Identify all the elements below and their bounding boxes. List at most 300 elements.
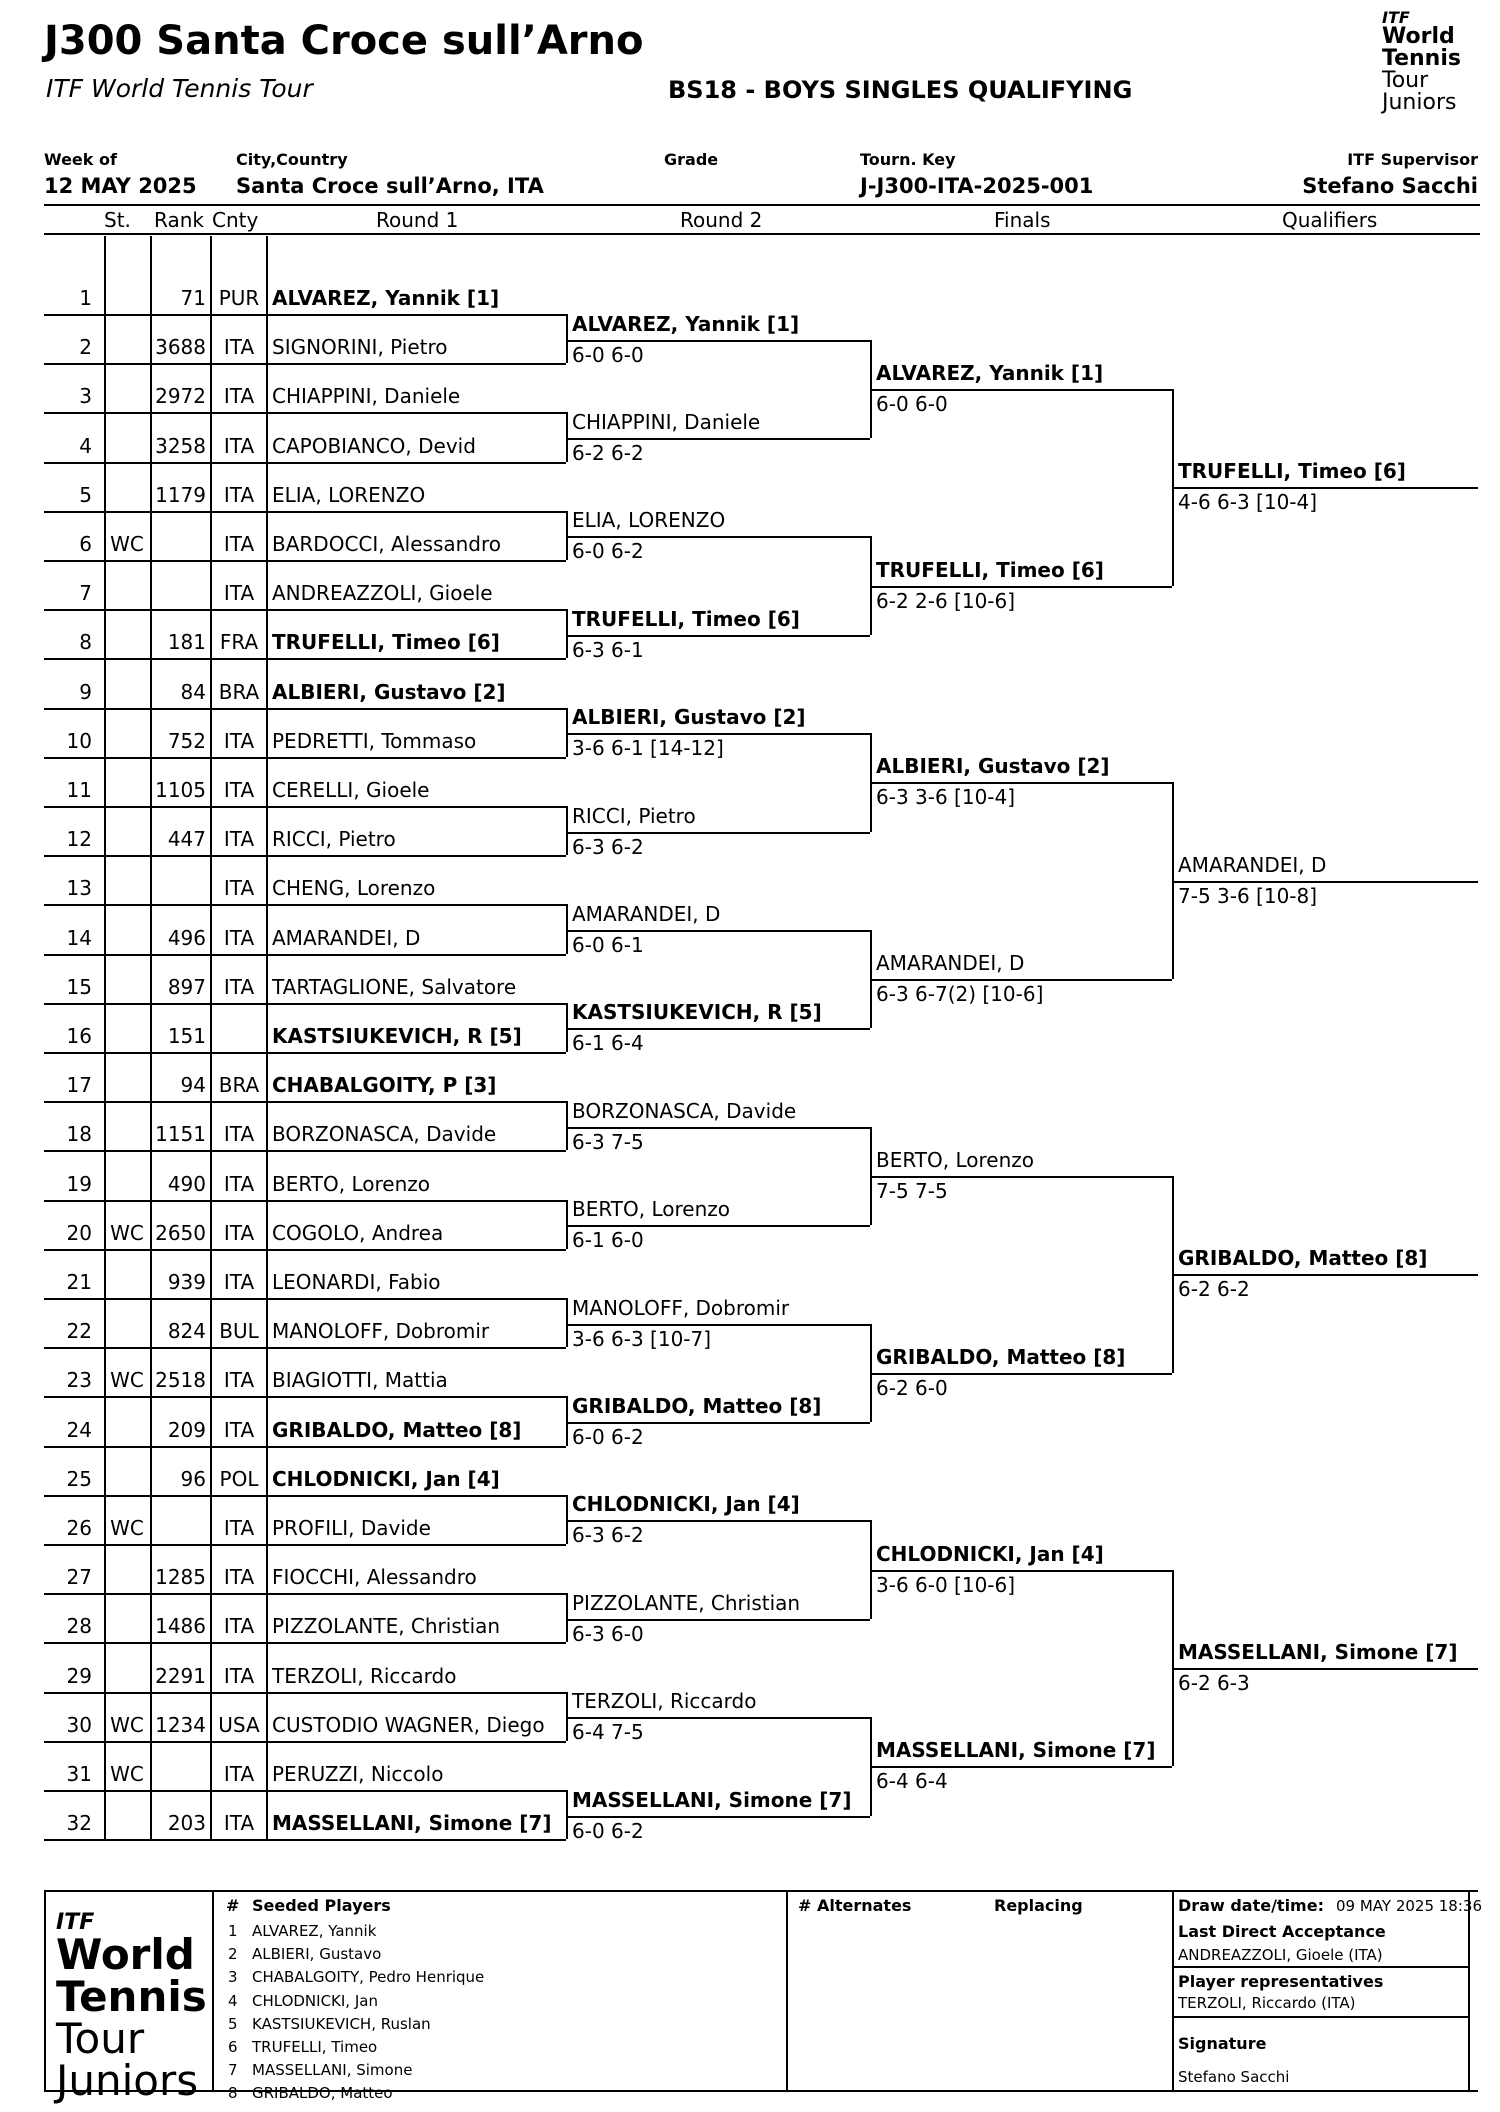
draw-country: ITA bbox=[223, 532, 255, 556]
draw-player: BERTO, Lorenzo bbox=[272, 1171, 430, 1196]
week-label: Week of bbox=[44, 150, 117, 169]
draw-country: POL bbox=[219, 1466, 259, 1491]
draw-position: 11 bbox=[66, 778, 92, 802]
draw-player: PERUZZI, Niccolo bbox=[272, 1762, 444, 1786]
draw-country: ITA bbox=[223, 925, 255, 950]
round2-winner: AMARANDEI, D bbox=[572, 902, 721, 926]
draw-rank: 71 bbox=[180, 286, 206, 310]
seed-number: 1 bbox=[228, 1922, 238, 1940]
draw-row-rule bbox=[44, 757, 566, 759]
round2-score: 6-0 6-0 bbox=[572, 342, 644, 367]
round2-winner: TERZOLI, Riccardo bbox=[572, 1689, 757, 1714]
draw-row-rule bbox=[44, 1003, 566, 1005]
draw-position: 17 bbox=[66, 1073, 92, 1098]
header-rule-bottom bbox=[44, 233, 1480, 235]
reps-label: Player representatives bbox=[1178, 1972, 1384, 1991]
draw-country: ITA bbox=[223, 384, 255, 409]
finals-rule bbox=[870, 979, 1172, 981]
round2-rule bbox=[566, 340, 870, 342]
draw-position: 14 bbox=[66, 925, 92, 950]
round2-score: 6-1 6-0 bbox=[572, 1228, 644, 1253]
draw-rank: 84 bbox=[180, 679, 206, 704]
signature-value: Stefano Sacchi bbox=[1178, 2068, 1290, 2086]
round2-winner: RICCI, Pietro bbox=[572, 803, 696, 828]
draw-country: ITA bbox=[223, 433, 255, 458]
seed-name: CHABALGOITY, Pedro Henrique bbox=[252, 1968, 485, 1987]
draw-country: ITA bbox=[223, 1270, 255, 1294]
qualifier-score: 6-2 6-3 bbox=[1178, 1671, 1250, 1695]
finals-rule bbox=[870, 1176, 1172, 1178]
draw-country: ITA bbox=[223, 827, 255, 852]
col-qualifiers: Qualifiers bbox=[1282, 208, 1378, 232]
draw-position: 5 bbox=[79, 482, 92, 507]
draw-row-rule bbox=[44, 1642, 566, 1644]
draw-rank: 3258 bbox=[155, 433, 206, 458]
footer-border-left bbox=[44, 1890, 46, 2090]
round1-connector bbox=[566, 1101, 568, 1150]
draw-rank: 752 bbox=[167, 728, 206, 753]
finals-rule bbox=[870, 389, 1172, 391]
week-value: 12 MAY 2025 bbox=[44, 174, 197, 198]
round1-connector bbox=[566, 412, 568, 461]
signature-label: Signature bbox=[1178, 2034, 1267, 2053]
draw-row-rule bbox=[44, 1052, 566, 1054]
draw-status: WC bbox=[110, 1220, 144, 1245]
round2-winner: GRIBALDO, Matteo [8] bbox=[572, 1394, 822, 1418]
draw-player: TARTAGLIONE, Salvatore bbox=[272, 974, 517, 999]
qualifier-rule bbox=[1172, 1668, 1478, 1670]
draw-player: LEONARDI, Fabio bbox=[272, 1270, 441, 1294]
round1-connector bbox=[566, 708, 568, 757]
seed-number: 4 bbox=[228, 1991, 238, 2010]
col-cnty: Cnty bbox=[212, 208, 259, 232]
tourn-key-label: Tourn. Key bbox=[860, 150, 956, 169]
draw-country: ITA bbox=[223, 1663, 255, 1688]
draw-player: CHIAPPINI, Daniele bbox=[272, 384, 461, 409]
draw-row-rule bbox=[44, 511, 566, 513]
qualifier-rule bbox=[1172, 487, 1478, 489]
qualifier-name: TRUFELLI, Timeo [6] bbox=[1178, 459, 1406, 484]
city-label: City,Country bbox=[236, 150, 348, 169]
round2-rule bbox=[566, 1422, 870, 1424]
draw-rank: 3688 bbox=[155, 335, 206, 360]
col-round1: Round 1 bbox=[376, 208, 459, 232]
draw-player: ALVAREZ, Yannik [1] bbox=[272, 286, 500, 310]
qualifier-score: 7-5 3-6 [10-8] bbox=[1178, 883, 1318, 908]
footer-logo-tennis-text: Tennis bbox=[56, 1972, 207, 2021]
round2-rule bbox=[566, 1127, 870, 1129]
round2-rule bbox=[566, 832, 870, 834]
draw-status: WC bbox=[110, 1368, 144, 1393]
col-st: St. bbox=[104, 208, 131, 232]
seeded-players-title: Seeded Players bbox=[252, 1896, 391, 1915]
col-sep-rank bbox=[210, 236, 212, 1839]
round2-winner: PIZZOLANTE, Christian bbox=[572, 1590, 801, 1615]
round2-score: 6-0 6-1 bbox=[572, 933, 644, 957]
draw-row-rule bbox=[44, 904, 566, 906]
seed-name: ALBIERI, Gustavo bbox=[252, 1945, 382, 1964]
draw-country: ITA bbox=[223, 1811, 255, 1836]
round1-connector bbox=[566, 806, 568, 855]
draw-player: PROFILI, Davide bbox=[272, 1516, 431, 1540]
draw-country: USA bbox=[218, 1712, 260, 1737]
draw-status: WC bbox=[110, 1516, 144, 1540]
round2-rule bbox=[566, 733, 870, 735]
round1-connector bbox=[566, 904, 568, 953]
city-value: Santa Croce sull’Arno, ITA bbox=[236, 174, 544, 198]
finals-score: 7-5 7-5 bbox=[876, 1179, 948, 1203]
seed-number: 8 bbox=[228, 2084, 238, 2103]
round2-rule bbox=[566, 1225, 870, 1227]
footer-rule-reps bbox=[1172, 2016, 1468, 2018]
draw-player: RICCI, Pietro bbox=[272, 827, 396, 852]
round2-winner: CHLODNICKI, Jan [4] bbox=[572, 1492, 800, 1517]
round1-connector bbox=[566, 1692, 568, 1741]
round2-score: 3-6 6-3 [10-7] bbox=[572, 1326, 712, 1351]
draw-country: ITA bbox=[223, 1614, 255, 1639]
grade-label: Grade bbox=[664, 150, 719, 169]
finals-winner: MASSELLANI, Simone [7] bbox=[876, 1738, 1156, 1763]
draw-position: 10 bbox=[66, 728, 92, 753]
draw-country: ITA bbox=[223, 728, 255, 753]
draw-player: CHLODNICKI, Jan [4] bbox=[272, 1466, 500, 1491]
draw-country: ITA bbox=[223, 778, 255, 802]
draw-country: ITA bbox=[223, 1516, 255, 1540]
draw-position: 23 bbox=[66, 1368, 92, 1393]
draw-row-rule bbox=[44, 412, 566, 414]
round1-connector bbox=[566, 1200, 568, 1249]
draw-rank: 151 bbox=[167, 1024, 206, 1048]
draw-position: 22 bbox=[66, 1319, 92, 1344]
finals-score: 6-2 2-6 [10-6] bbox=[876, 588, 1016, 613]
tournament-title: J300 Santa Croce sull’Arno bbox=[44, 18, 644, 64]
round2-winner: MASSELLANI, Simone [7] bbox=[572, 1787, 852, 1812]
draw-rank: 490 bbox=[167, 1171, 206, 1196]
col-sep-num bbox=[104, 236, 106, 1839]
seed-number: 2 bbox=[228, 1945, 238, 1964]
draw-player: GRIBALDO, Matteo [8] bbox=[272, 1417, 522, 1442]
round2-winner: ALBIERI, Gustavo [2] bbox=[572, 705, 806, 730]
draw-row-rule bbox=[44, 462, 566, 464]
round2-score: 6-3 6-1 bbox=[572, 637, 644, 662]
draw-country: ITA bbox=[223, 335, 255, 360]
draw-position: 4 bbox=[79, 433, 92, 458]
logo-tour-text: Tour bbox=[1382, 68, 1429, 93]
draw-player: PEDRETTI, Tommaso bbox=[272, 728, 477, 753]
supervisor-label: ITF Supervisor bbox=[1347, 150, 1478, 169]
draw-row-rule bbox=[44, 806, 566, 808]
seed-name: GRIBALDO, Matteo bbox=[252, 2084, 393, 2103]
seed-name: MASSELLANI, Simone bbox=[252, 2061, 413, 2080]
draw-position: 27 bbox=[66, 1565, 92, 1590]
finals-score: 6-3 3-6 [10-4] bbox=[876, 785, 1016, 810]
draw-status: WC bbox=[110, 532, 144, 556]
draw-row-rule bbox=[44, 1741, 566, 1743]
round2-rule bbox=[566, 930, 870, 932]
draw-position: 18 bbox=[66, 1122, 92, 1147]
seed-number: 7 bbox=[228, 2061, 238, 2080]
draw-row-rule bbox=[44, 560, 566, 562]
round1-connector bbox=[566, 1396, 568, 1445]
round2-rule bbox=[566, 635, 870, 637]
draw-player: ELIA, LORENZO bbox=[272, 482, 426, 507]
draw-position: 26 bbox=[66, 1516, 92, 1540]
draw-player: TERZOLI, Riccardo bbox=[272, 1663, 457, 1688]
finals-score: 6-4 6-4 bbox=[876, 1769, 948, 1794]
draw-position: 25 bbox=[66, 1466, 92, 1491]
round2-rule bbox=[566, 1028, 870, 1030]
draw-rank: 203 bbox=[167, 1811, 206, 1836]
round2-score: 6-3 6-0 bbox=[572, 1621, 644, 1646]
draw-date-value: 09 MAY 2025 18:36 bbox=[1336, 1897, 1482, 1915]
draw-position: 24 bbox=[66, 1417, 92, 1442]
draw-player: BORZONASCA, Davide bbox=[272, 1122, 497, 1147]
draw-rank: 939 bbox=[167, 1270, 206, 1294]
draw-status: WC bbox=[110, 1762, 144, 1786]
draw-row-rule bbox=[44, 658, 566, 660]
seed-number: 3 bbox=[228, 1968, 238, 1987]
draw-status: WC bbox=[110, 1712, 144, 1737]
logo-juniors-text: Juniors bbox=[1382, 90, 1457, 115]
draw-country: ITA bbox=[223, 974, 255, 999]
round2-winner: BERTO, Lorenzo bbox=[572, 1197, 730, 1222]
draw-country: ITA bbox=[223, 581, 255, 606]
draw-player: MANOLOFF, Dobromir bbox=[272, 1319, 490, 1344]
header-rule-top bbox=[44, 204, 1480, 206]
round2-score: 6-3 6-2 bbox=[572, 1523, 644, 1548]
draw-rank: 2518 bbox=[155, 1368, 206, 1393]
draw-position: 6 bbox=[79, 532, 92, 556]
draw-country: PUR bbox=[218, 286, 260, 310]
draw-rank: 824 bbox=[167, 1319, 206, 1344]
draw-position: 32 bbox=[66, 1811, 92, 1836]
draw-row-rule bbox=[44, 609, 566, 611]
round2-score: 6-1 6-4 bbox=[572, 1031, 644, 1056]
draw-position: 1 bbox=[79, 286, 92, 310]
draw-rank: 2972 bbox=[155, 384, 206, 409]
draw-rank: 447 bbox=[167, 827, 206, 852]
finals-rule bbox=[870, 586, 1172, 588]
round2-score: 6-3 6-2 bbox=[572, 834, 644, 859]
seed-name: CHLODNICKI, Jan bbox=[252, 1991, 378, 2010]
draw-position: 12 bbox=[66, 827, 92, 852]
tourn-key-value: J-J300-ITA-2025-001 bbox=[860, 174, 1094, 198]
draw-rank: 897 bbox=[167, 974, 206, 999]
draw-country: ITA bbox=[223, 876, 255, 901]
draw-rank: 96 bbox=[180, 1466, 206, 1491]
draw-country: ITA bbox=[223, 1171, 255, 1196]
round2-rule bbox=[566, 1816, 870, 1818]
draw-row-rule bbox=[44, 1347, 566, 1349]
draw-player: CHABALGOITY, P [3] bbox=[272, 1073, 497, 1098]
round2-score: 6-0 6-2 bbox=[572, 539, 644, 564]
draw-row-rule bbox=[44, 708, 566, 710]
seed-number: 5 bbox=[228, 2014, 238, 2033]
draw-row-rule bbox=[44, 954, 566, 956]
draw-player: CAPOBIANCO, Devid bbox=[272, 433, 476, 458]
round2-rule bbox=[566, 1324, 870, 1326]
finals-rule bbox=[870, 1373, 1172, 1375]
round2-score: 6-2 6-2 bbox=[572, 441, 644, 465]
draw-rank: 1105 bbox=[155, 778, 206, 802]
draw-rank: 2650 bbox=[155, 1220, 206, 1245]
seeded-hash: # bbox=[226, 1896, 240, 1915]
draw-player: BARDOCCI, Alessandro bbox=[272, 532, 502, 556]
round2-score: 6-0 6-2 bbox=[572, 1818, 644, 1843]
round1-connector bbox=[566, 314, 568, 363]
draw-rank: 1179 bbox=[155, 482, 206, 507]
draw-position: 31 bbox=[66, 1762, 92, 1786]
draw-rank: 94 bbox=[180, 1073, 206, 1098]
tour-subtitle: ITF World Tennis Tour bbox=[46, 74, 313, 103]
draw-player: ALBIERI, Gustavo [2] bbox=[272, 679, 506, 704]
seed-name: TRUFELLI, Timeo bbox=[252, 2038, 378, 2056]
round2-winner: BORZONASCA, Davide bbox=[572, 1098, 797, 1123]
round2-winner: TRUFELLI, Timeo [6] bbox=[572, 606, 800, 631]
lda-label: Last Direct Acceptance bbox=[1178, 1922, 1386, 1941]
qualifier-name: AMARANDEI, D bbox=[1178, 852, 1327, 877]
draw-player: PIZZOLANTE, Christian bbox=[272, 1614, 501, 1639]
draw-country: ITA bbox=[223, 1220, 255, 1245]
finals-score: 6-3 6-7(2) [10-6] bbox=[876, 982, 1044, 1007]
draw-player: SIGNORINI, Pietro bbox=[272, 335, 448, 360]
draw-row-rule bbox=[44, 1593, 566, 1595]
finals-winner: TRUFELLI, Timeo [6] bbox=[876, 557, 1104, 582]
draw-player: BIAGIOTTI, Mattia bbox=[272, 1368, 448, 1393]
draw-country: BRA bbox=[218, 1073, 260, 1098]
draw-player: TRUFELLI, Timeo [6] bbox=[272, 630, 500, 655]
draw-position: 29 bbox=[66, 1663, 92, 1688]
draw-country: ITA bbox=[223, 1417, 255, 1442]
col-round2: Round 2 bbox=[680, 208, 763, 232]
draw-position: 19 bbox=[66, 1171, 92, 1196]
footer-rule-lda bbox=[1172, 1966, 1468, 1968]
draw-rank: 181 bbox=[167, 630, 206, 655]
supervisor-value: Stefano Sacchi bbox=[1302, 174, 1478, 198]
round2-score: 6-4 7-5 bbox=[572, 1720, 644, 1745]
draw-player: COGOLO, Andrea bbox=[272, 1220, 444, 1245]
draw-player: CUSTODIO WAGNER, Diego bbox=[272, 1712, 545, 1737]
finals-winner: AMARANDEI, D bbox=[876, 951, 1025, 976]
round2-rule bbox=[566, 1619, 870, 1621]
finals-rule bbox=[870, 782, 1172, 784]
footer-divider-3 bbox=[1172, 1890, 1174, 2090]
draw-rank: 1234 bbox=[155, 1712, 206, 1737]
round2-winner: CHIAPPINI, Daniele bbox=[572, 410, 761, 434]
alternates-title: # Alternates bbox=[798, 1896, 912, 1915]
footer-border-right bbox=[1468, 1890, 1470, 2090]
draw-player: CHENG, Lorenzo bbox=[272, 876, 436, 901]
draw-country: FRA bbox=[219, 630, 259, 655]
draw-position: 15 bbox=[66, 974, 92, 999]
draw-rank: 1486 bbox=[155, 1614, 206, 1639]
draw-rank: 2291 bbox=[155, 1663, 206, 1688]
itf-logo bbox=[1382, 10, 1474, 114]
finals-winner: BERTO, Lorenzo bbox=[876, 1148, 1034, 1172]
draw-country: ITA bbox=[223, 1762, 255, 1786]
draw-row-rule bbox=[44, 1495, 566, 1497]
draw-position: 7 bbox=[79, 581, 92, 606]
qualifier-rule bbox=[1172, 881, 1478, 883]
draw-country: BRA bbox=[218, 679, 260, 704]
finals-score: 6-0 6-0 bbox=[876, 391, 948, 416]
round2-rule bbox=[566, 1520, 870, 1522]
round2-score: 6-3 7-5 bbox=[572, 1129, 644, 1154]
col-sep-cnty bbox=[266, 236, 268, 1839]
finals-winner: ALBIERI, Gustavo [2] bbox=[876, 754, 1110, 779]
footer-logo-world-text: World bbox=[56, 1930, 195, 1979]
draw-row-rule bbox=[44, 1150, 566, 1152]
draw-date-label: Draw date/time: bbox=[1178, 1896, 1324, 1915]
draw-row-rule bbox=[44, 1101, 566, 1103]
finals-score: 6-2 6-0 bbox=[876, 1375, 948, 1400]
draw-country: ITA bbox=[223, 1368, 255, 1393]
round2-rule bbox=[566, 1717, 870, 1719]
draw-position: 21 bbox=[66, 1270, 92, 1294]
draw-country: ITA bbox=[223, 1565, 255, 1590]
footer-logo-juniors-text: Juniors bbox=[56, 2056, 199, 2105]
round1-connector bbox=[566, 1593, 568, 1642]
draw-position: 30 bbox=[66, 1712, 92, 1737]
draw-row-rule bbox=[44, 1790, 566, 1792]
round2-winner: KASTSIUKEVICH, R [5] bbox=[572, 1000, 822, 1025]
round1-connector bbox=[566, 609, 568, 658]
draw-row-rule bbox=[44, 363, 566, 365]
draw-position: 8 bbox=[79, 630, 92, 655]
qualifier-score: 6-2 6-2 bbox=[1178, 1277, 1250, 1302]
draw-row-rule bbox=[44, 314, 566, 316]
draw-row-rule bbox=[44, 1298, 566, 1300]
round2-rule bbox=[566, 536, 870, 538]
seed-number: 6 bbox=[228, 2038, 238, 2056]
round1-connector bbox=[566, 1298, 568, 1347]
round1-connector bbox=[566, 1790, 568, 1839]
event-title: BS18 - BOYS SINGLES QUALIFYING bbox=[668, 76, 1133, 104]
draw-player: KASTSIUKEVICH, R [5] bbox=[272, 1024, 522, 1048]
logo-world-text: World bbox=[1382, 24, 1455, 49]
draw-position: 3 bbox=[79, 384, 92, 409]
draw-position: 16 bbox=[66, 1024, 92, 1048]
seed-name: KASTSIUKEVICH, Ruslan bbox=[252, 2014, 431, 2033]
footer-logo-itf-text: ITF bbox=[56, 1910, 95, 1935]
draw-player: ANDREAZZOLI, Gioele bbox=[272, 581, 493, 606]
draw-position: 20 bbox=[66, 1220, 92, 1245]
round2-winner: ALVAREZ, Yannik [1] bbox=[572, 311, 800, 336]
seed-name: ALVAREZ, Yannik bbox=[252, 1922, 377, 1940]
draw-player: MASSELLANI, Simone [7] bbox=[272, 1811, 552, 1836]
draw-player: FIOCCHI, Alessandro bbox=[272, 1565, 477, 1590]
draw-row-rule bbox=[44, 1396, 566, 1398]
round2-score: 3-6 6-1 [14-12] bbox=[572, 736, 724, 761]
draw-country: ITA bbox=[223, 1122, 255, 1147]
draw-row-rule bbox=[44, 1839, 566, 1841]
col-finals: Finals bbox=[994, 208, 1051, 232]
draw-rank: 209 bbox=[167, 1417, 206, 1442]
round2-score: 6-0 6-2 bbox=[572, 1425, 644, 1449]
draw-player: AMARANDEI, D bbox=[272, 925, 421, 950]
draw-position: 2 bbox=[79, 335, 92, 360]
round2-winner: MANOLOFF, Dobromir bbox=[572, 1295, 790, 1320]
footer-itf-logo bbox=[56, 1910, 216, 2105]
round1-connector bbox=[566, 1003, 568, 1052]
finals-winner: ALVAREZ, Yannik [1] bbox=[876, 360, 1104, 385]
round2-rule bbox=[566, 438, 870, 440]
replacing-title: Replacing bbox=[994, 1896, 1083, 1915]
qualifier-name: MASSELLANI, Simone [7] bbox=[1178, 1640, 1458, 1664]
finals-winner: CHLODNICKI, Jan [4] bbox=[876, 1541, 1104, 1566]
draw-position: 13 bbox=[66, 876, 92, 901]
finals-rule bbox=[870, 1766, 1172, 1768]
